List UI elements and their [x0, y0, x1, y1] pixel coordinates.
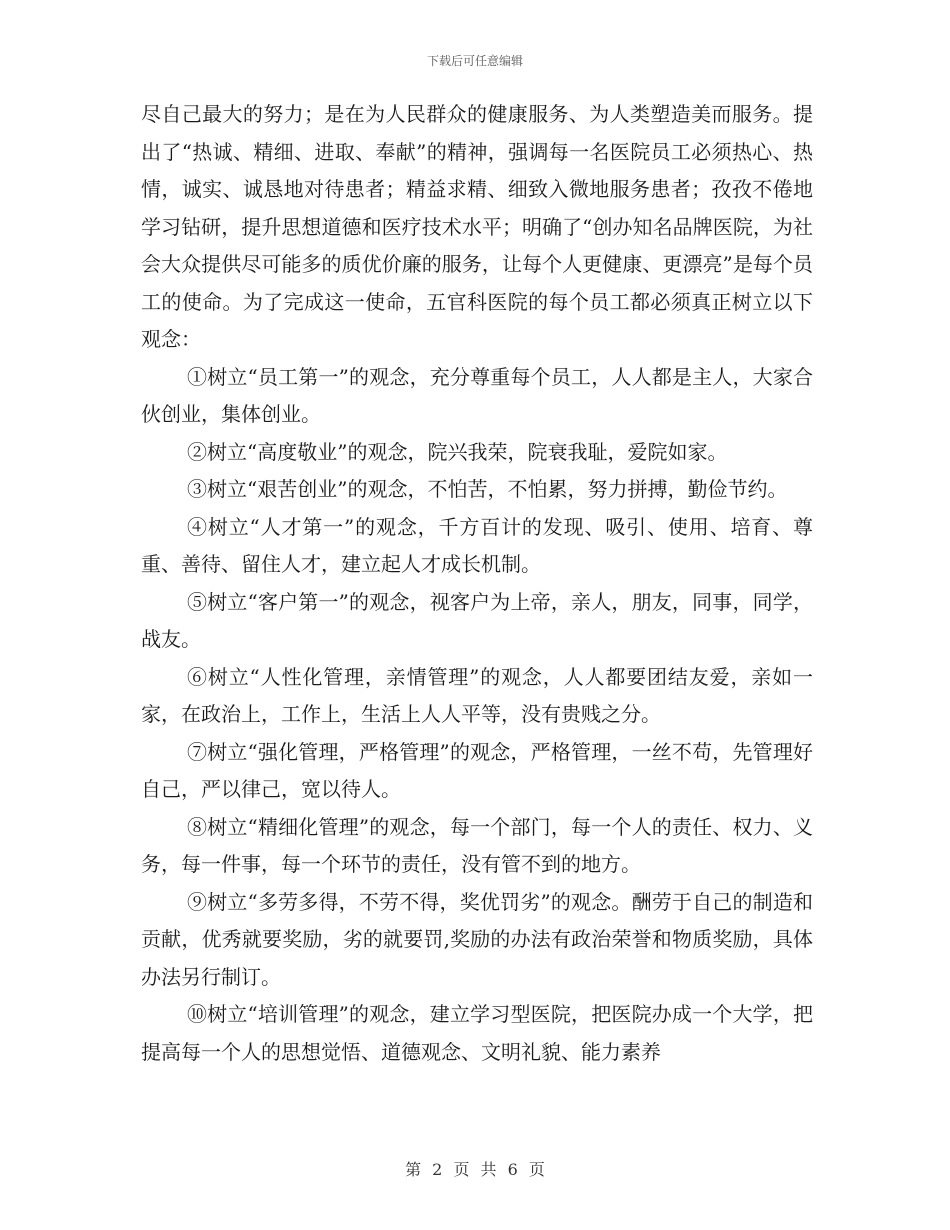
paragraph-item-6: ⑥树立“人性化管理，亲情管理”的观念，人人都要团结友爱，亲如一家，在政治上，工作上，生活上人人平等，没有贵贱之分。: [141, 664, 813, 726]
page-header: 下载后可任意编辑: [426, 54, 523, 68]
document-body: [141, 96, 813, 1071]
paragraph-item-9: ⑨树立“多劳多得，不劳不得，奖优罚劣”的观念。酬劳于自己的制造和贡献，优秀就要奖励，劣的就要罚,奖励的办法有政治荣誉和物质奖励，具体办法另行制订。: [141, 889, 813, 989]
paragraph-item-1: ①树立“员工第一”的观念，充分尊重每个员工，人人都是主人，大家合伙创业，集体创业。: [141, 364, 813, 426]
paragraph-item-8: ⑧树立“精细化管理”的观念，每一个部门，每一个人的责任、权力、义务，每一件事，每一个环节的责任，没有管不到的地方。: [141, 814, 813, 876]
paragraph-item-3: ③树立“艰苦创业”的观念，不怕苦，不怕累，努力拼搏，勤俭节约。: [187, 477, 788, 501]
paragraph-item-4: ④树立“人才第一”的观念，千方百计的发现、吸引、使用、培育、尊重、善待、留住人才，建立起人才成长机制。: [141, 514, 813, 576]
page-footer: 第 2 页 共 6 页: [405, 1160, 545, 1179]
paragraph-item-5: ⑤树立“客户第一”的观念，视客户为上帝，亲人，朋友，同事，同学，战友。: [141, 589, 813, 651]
paragraph-item-7: ⑦树立“强化管理，严格管理”的观念，严格管理，一丝不苟，先管理好自己，严以律己，宽以待人。: [141, 739, 813, 801]
paragraph-item-2: ②树立“高度敬业”的观念，院兴我荣，院衰我耻，爱院如家。: [187, 439, 728, 464]
paragraph-intro: 尽自己最大的努力；是在为人民群众的健康服务、为人类塑造美而服务。提出了“热诚、精细、进取、奉献”的精神，强调每一名医院员工必须热心、热情，诚实、诚恳地对待患者；精益求精、细致入微地服务患者；孜孜不倦地学习钻研，提升思想道德和医疗技术水平；明确了“创办知名品牌医院，为社会大众提供尽可能多的质优价廉的服务，让每个人更健康、更漂亮”是每个员工的使命。为了完成这一使命，五官科医院的每个员工都必须真正树立以下观念：: [141, 102, 813, 351]
paragraph-item-10: ⑩树立“培训管理”的观念，建立学习型医院，把医院办成一个大学，把提高每一个人的思想觉悟、道德观念、文明礼貌、能力素养: [141, 1002, 813, 1064]
